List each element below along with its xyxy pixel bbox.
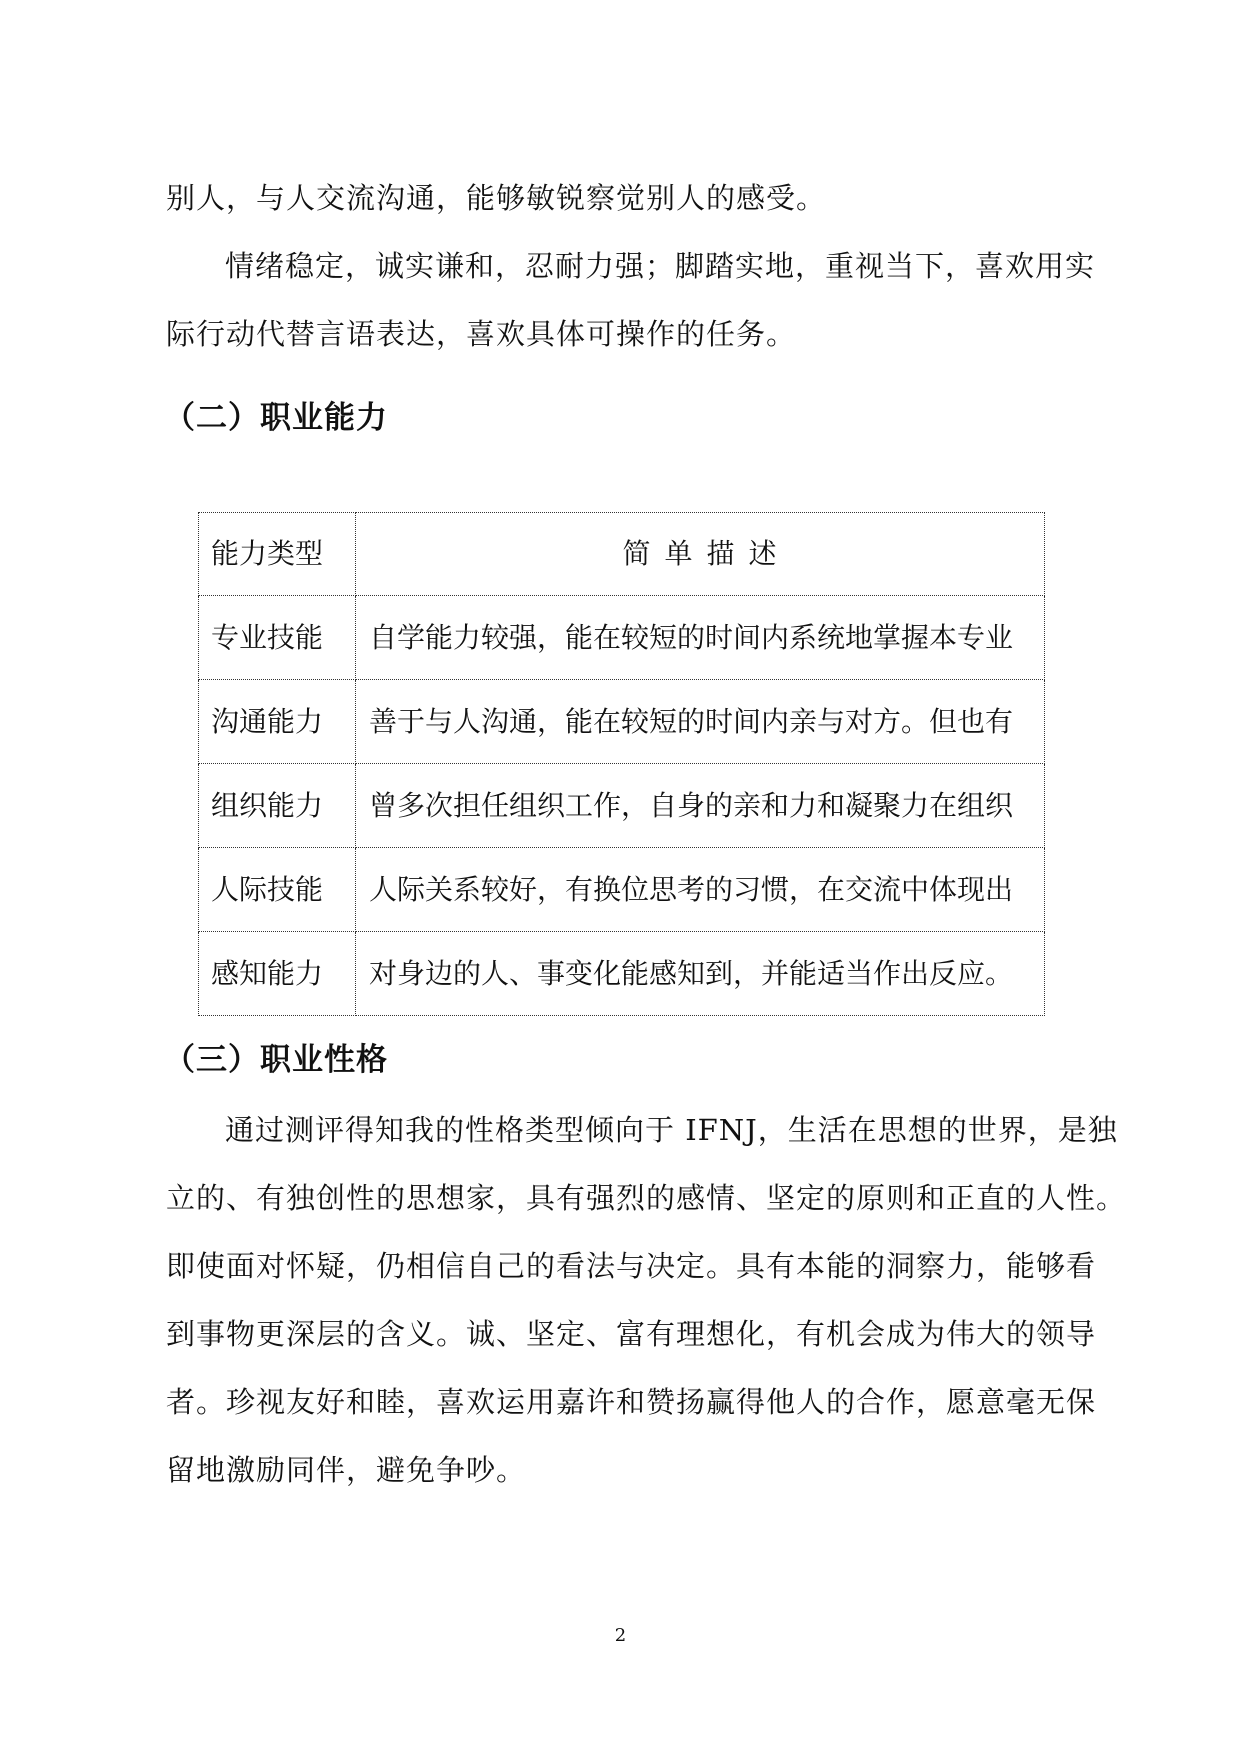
- personality-line-2: 立的、有独创性的思想家，具有强烈的感情、坚定的原则和正直的人性。: [166, 1181, 1127, 1215]
- personality-line-5: 者。珍视友好和睦，喜欢运用嘉许和赞扬赢得他人的合作，愿意毫无保: [166, 1385, 1097, 1419]
- ability-type-cell: 组织能力: [199, 764, 356, 848]
- ability-desc-cell: 曾多次担任组织工作，自身的亲和力和凝聚力在组织: [356, 764, 1045, 848]
- personality-line-1: 通过测评得知我的性格类型倾向于 IFNJ，生活在思想的世界，是独: [225, 1113, 1118, 1147]
- table-row: [199, 680, 1045, 764]
- ability-table: [198, 512, 1045, 1016]
- personality-line-3: 即使面对怀疑，仍相信自己的看法与决定。具有本能的洞察力，能够看: [166, 1249, 1097, 1283]
- ability-desc-cell: 善于与人沟通，能在较短的时间内亲与对方。但也有: [356, 680, 1045, 764]
- header-ability-type: 能力类型: [199, 513, 356, 596]
- ability-type-cell: 感知能力: [199, 932, 356, 1016]
- page-number: 2: [614, 1625, 627, 1646]
- ability-type-cell: 沟通能力: [199, 680, 356, 764]
- ability-type-cell: 人际技能: [199, 848, 356, 932]
- intro-line-3: 际行动代替言语表达，喜欢具体可操作的任务。: [166, 317, 797, 351]
- table-row: [199, 764, 1045, 848]
- section-heading-career-ability: （二）职业能力: [164, 400, 388, 436]
- table-header-row: [199, 513, 1045, 596]
- intro-line-1: 别人，与人交流沟通，能够敏锐察觉别人的感受。: [166, 181, 827, 215]
- personality-line-4: 到事物更深层的含义。诚、坚定、富有理想化，有机会成为伟大的领导: [166, 1317, 1097, 1351]
- header-description: 简单描述: [356, 513, 1045, 596]
- intro-line-2: 情绪稳定，诚实谦和，忍耐力强；脚踏实地，重视当下，喜欢用实: [225, 249, 1096, 283]
- personality-line-6: 留地激励同伴，避免争吵。: [166, 1453, 527, 1487]
- ability-desc-cell: 自学能力较强，能在较短的时间内系统地掌握本专业: [356, 596, 1045, 680]
- table-row: [199, 932, 1045, 1016]
- ability-type-cell: 专业技能: [199, 596, 356, 680]
- section-heading-career-personality: （三）职业性格: [164, 1042, 388, 1078]
- table-row: [199, 848, 1045, 932]
- ability-desc-cell: 人际关系较好，有换位思考的习惯，在交流中体现出: [356, 848, 1045, 932]
- ability-desc-cell: 对身边的人、事变化能感知到，并能适当作出反应。: [356, 932, 1045, 1016]
- table-row: [199, 596, 1045, 680]
